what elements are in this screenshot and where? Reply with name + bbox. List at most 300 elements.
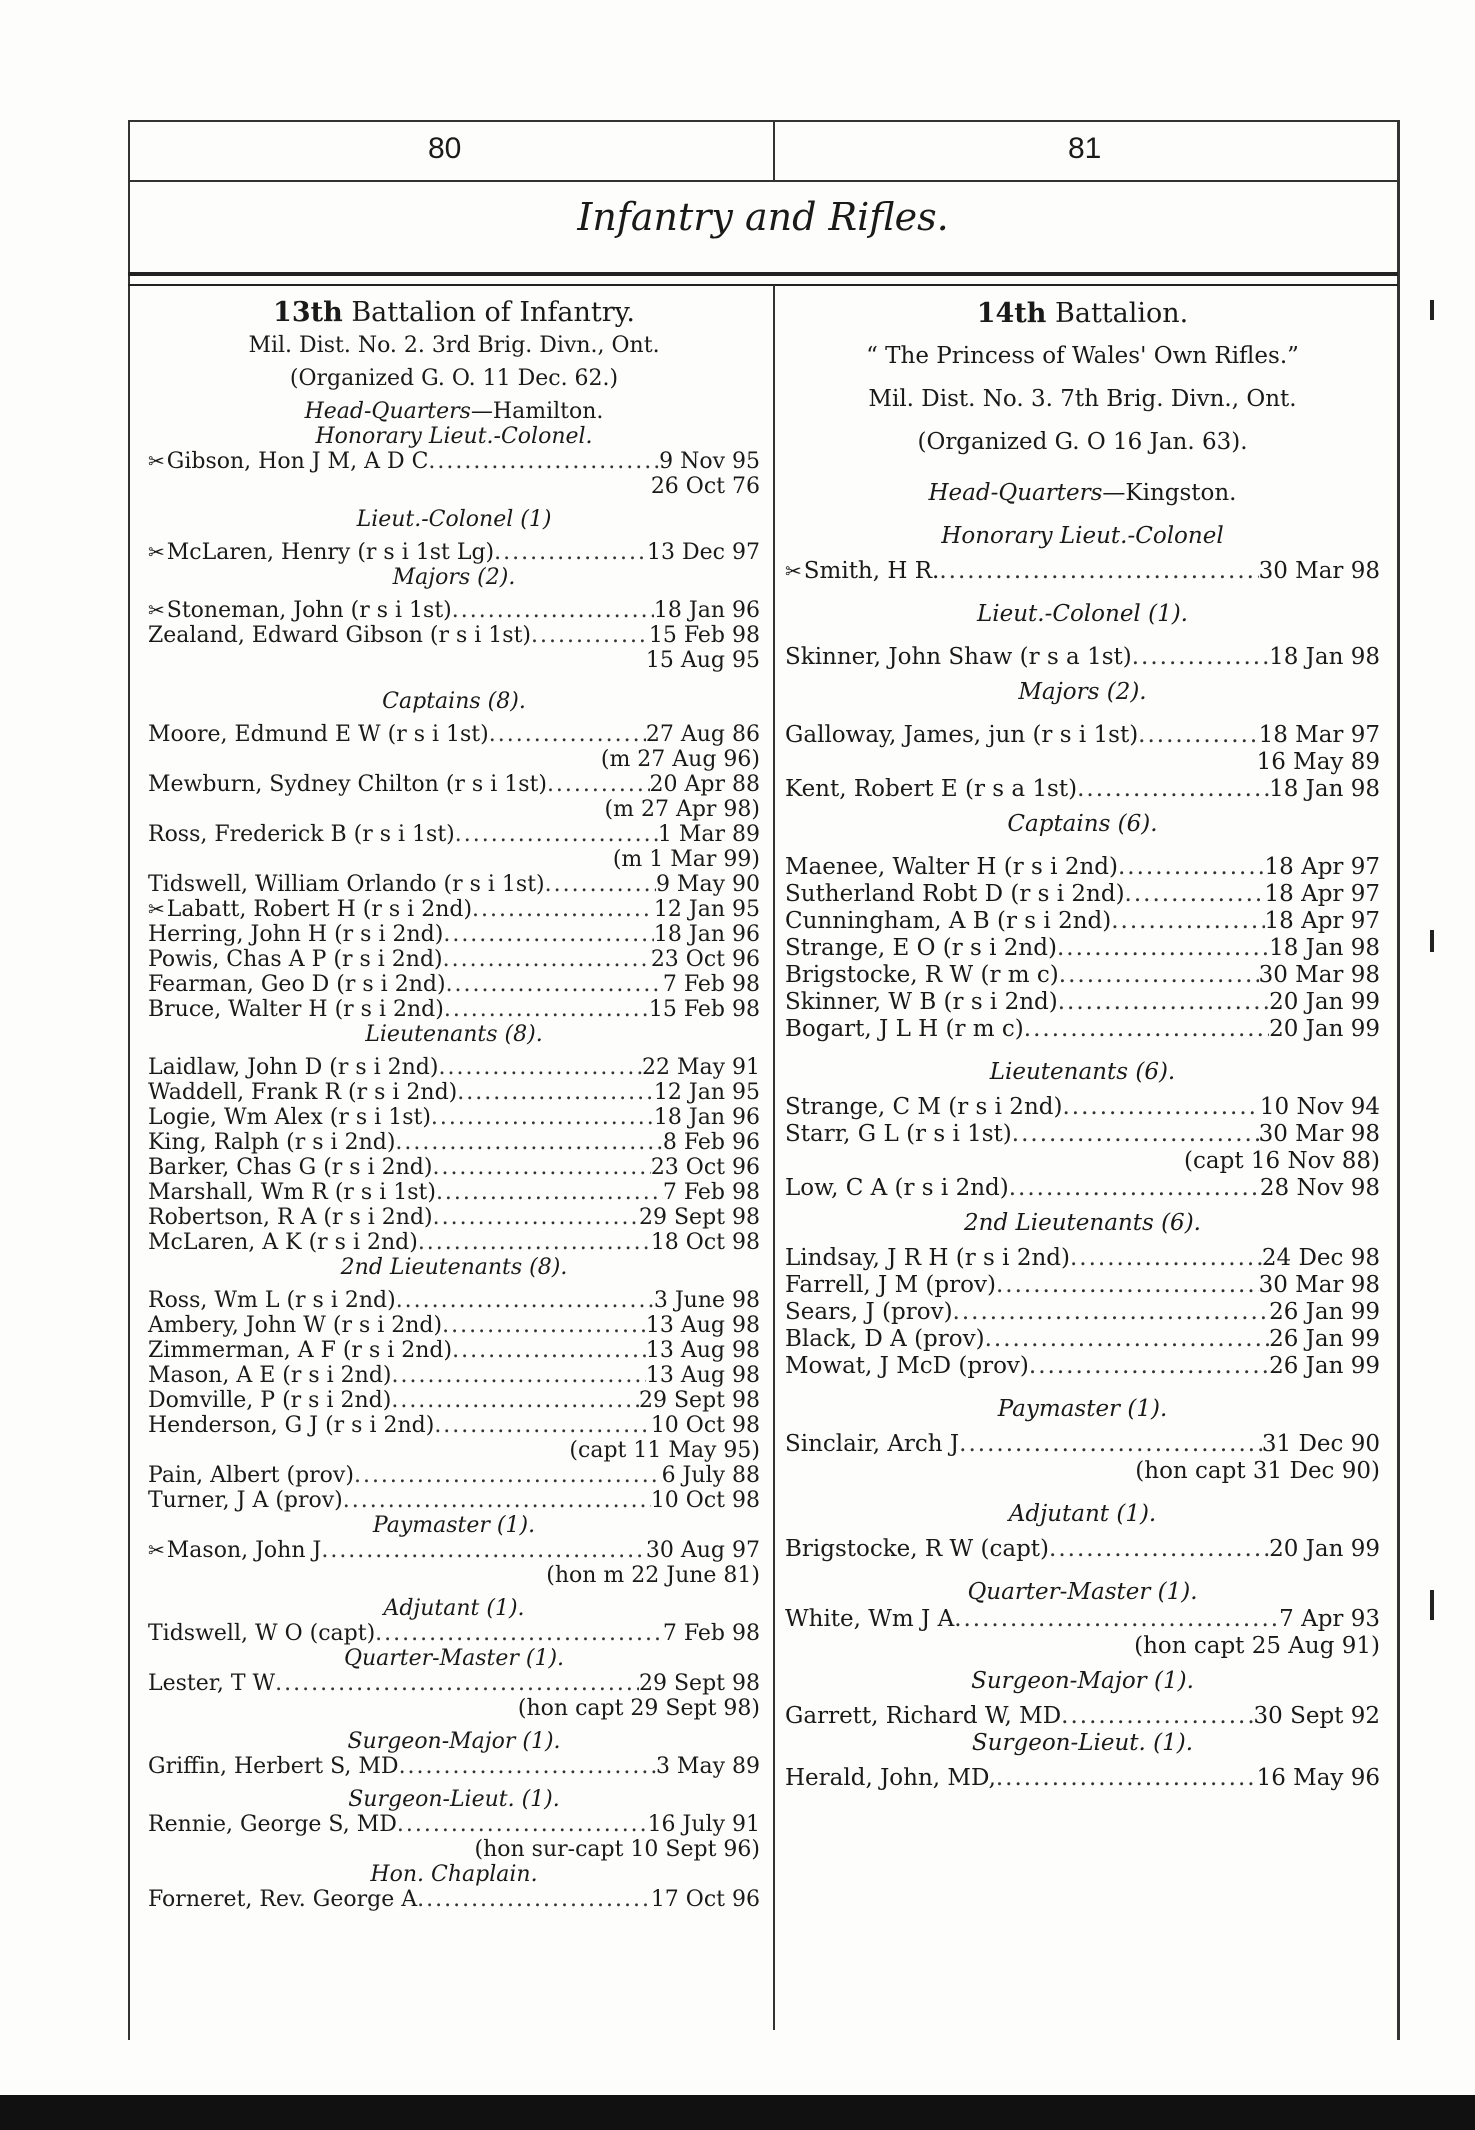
list-item [148, 1105, 760, 1130]
leader-dots [455, 822, 658, 847]
list-item [785, 1121, 1380, 1148]
entry-name [148, 1463, 354, 1488]
entry-date: 28 Nov 98 [1259, 1175, 1380, 1201]
leader-dots [391, 1388, 639, 1413]
entry-name [148, 897, 472, 922]
list-item [785, 935, 1380, 962]
entry-date: 7 Feb 98 [662, 1180, 760, 1205]
entry-name [785, 1326, 985, 1353]
scissors-icon: ✂ [148, 598, 165, 622]
entry-date: 30 Mar 98 [1258, 962, 1380, 988]
entry-date: 30 Mar 98 [1258, 1121, 1380, 1147]
entry-date: 30 Mar 98 [1258, 558, 1380, 584]
leader-dots [354, 1463, 662, 1488]
entry-name [148, 1671, 275, 1696]
leader-dots [321, 1538, 646, 1563]
entry-name [148, 1363, 392, 1388]
entry-name-text: Black, D A (prov) [785, 1326, 985, 1352]
entry-date: 23 Oct 96 [650, 947, 760, 972]
section-heading: Lieut.-Colonel (1). [976, 601, 1188, 627]
leader-dots [434, 1413, 651, 1438]
entry-name [148, 1887, 417, 1912]
entry-name-text: Moore, Edmund E W (r s i 1st) [148, 722, 489, 747]
leader-dots [431, 1105, 654, 1130]
list-item [785, 776, 1380, 803]
entry-date: 7 Apr 93 [1279, 1606, 1380, 1632]
list-item [148, 1288, 760, 1313]
leader-dots [1012, 1121, 1259, 1148]
entry-name [148, 1155, 432, 1180]
leader-dots [996, 1272, 1259, 1299]
list-item [785, 962, 1380, 989]
list-item [148, 897, 760, 922]
scan-edge-mark [1430, 300, 1434, 320]
list-item [785, 1299, 1380, 1326]
entry-name-text: Turner, J A (prov) [148, 1488, 343, 1513]
entry-name-text: Labatt, Robert H (r s i 2nd) [166, 897, 473, 922]
entry-name [148, 1413, 434, 1438]
entry-date: 18 Jan 96 [653, 598, 760, 623]
entry-name-text: Skinner, W B (r s i 2nd) [785, 989, 1058, 1015]
entry-sub: (hon m 22 June 81) [546, 1563, 760, 1588]
entry-name-text: Smith, H R. [803, 558, 940, 584]
entry-date: 18 Oct 98 [650, 1230, 760, 1255]
entry-date: 6 July 88 [661, 1463, 760, 1488]
entry-name-text: Herring, John H (r s i 2nd) [148, 922, 444, 947]
entry-name [785, 962, 1059, 989]
entry-name [148, 1205, 433, 1230]
list-item [148, 947, 760, 972]
list-item [148, 872, 760, 897]
entry-name [785, 644, 1132, 671]
entry-sub: (m 27 Apr 98) [604, 797, 760, 822]
list-item [148, 997, 760, 1022]
entry-date: 3 May 89 [655, 1754, 760, 1779]
list-item [148, 1313, 760, 1338]
entry-sub: 15 Aug 95 [645, 648, 760, 673]
entry-date: 13 Dec 97 [647, 540, 760, 565]
leader-dots [953, 1299, 1270, 1326]
entry-name-text: Griffin, Herbert S, MD [148, 1754, 399, 1779]
entry-date: 26 Jan 99 [1269, 1353, 1380, 1379]
entry-date: 18 Jan 96 [653, 922, 760, 947]
entry-name [148, 972, 446, 997]
entry-date: 12 Jan 95 [653, 1080, 760, 1105]
leader-dots [428, 449, 659, 474]
list-item [148, 1338, 760, 1363]
entry-date: 10 Oct 98 [650, 1488, 760, 1513]
entry-sub: (hon capt 29 Sept 98) [517, 1696, 760, 1721]
entry-name [148, 1180, 436, 1205]
leader-dots [1059, 962, 1259, 989]
list-item [148, 1080, 760, 1105]
entry-name-text: Mewburn, Sydney Chilton (r s i 1st) [148, 772, 547, 797]
list-item [148, 972, 760, 997]
section-heading: Honorary Lieut.-Colonel [941, 523, 1224, 549]
entry-date: 16 July 91 [647, 1812, 760, 1837]
section-heading: Paymaster (1). [997, 1396, 1168, 1422]
entry-date: 20 Jan 99 [1269, 1016, 1380, 1042]
entry-date: 13 Aug 98 [645, 1338, 760, 1363]
entry-name-text: Farrell, J M (prov) [785, 1272, 996, 1298]
leader-dots [1057, 935, 1269, 962]
list-item [785, 1016, 1380, 1043]
page-number-right: 81 [1068, 132, 1102, 165]
entry-date: 30 Sept 92 [1253, 1703, 1380, 1729]
section-title: Infantry and Rifles. [577, 195, 949, 239]
entry-name [785, 881, 1125, 908]
entry-name-text: Strange, C M (r s i 2nd) [785, 1094, 1063, 1120]
entry-name-text: Herald, John, MD, [785, 1765, 996, 1791]
section-heading: 2nd Lieutenants (8). [340, 1255, 568, 1280]
list-item [148, 1388, 760, 1413]
entry-name-text: Lindsay, J R H (r s i 2nd) [785, 1245, 1070, 1271]
leader-dots [1049, 1536, 1269, 1563]
section-heading: Surgeon-Lieut. (1). [971, 1730, 1194, 1756]
leader-dots [375, 1621, 663, 1646]
entry-date: 18 Jan 98 [1269, 935, 1380, 961]
entry-name-text: McLaren, A K (r s i 2nd) [148, 1230, 418, 1255]
entry-name-text: Starr, G L (r s i 1st) [785, 1121, 1012, 1147]
list-item [148, 1055, 760, 1080]
leader-dots [985, 1326, 1270, 1353]
entry-name-text: Sinclair, Arch J [785, 1431, 960, 1457]
entry-name-text: Skinner, John Shaw (r s a 1st) [785, 644, 1132, 670]
entry-name [148, 1538, 321, 1563]
section-heading: Lieut.-Colonel (1) [356, 507, 552, 532]
section-heading: Adjutant (1). [1008, 1501, 1157, 1527]
list-item [785, 558, 1380, 585]
scan-bottom-edge [0, 2095, 1475, 2130]
entry-name [148, 1130, 395, 1155]
entry-name-text: Henderson, G J (r s i 2nd) [148, 1413, 435, 1438]
leader-dots [417, 1887, 651, 1912]
entry-date: 31 Dec 90 [1261, 1431, 1380, 1457]
leader-dots [432, 1155, 650, 1180]
list-item [785, 1326, 1380, 1353]
section-heading: Captains (6). [1007, 811, 1158, 837]
entry-name [148, 872, 545, 897]
entry-name-text: Galloway, James, jun (r s i 1st) [785, 722, 1139, 748]
entry-name [148, 623, 531, 648]
entry-name-text: Tidswell, W O (capt) [148, 1621, 376, 1646]
leader-dots [444, 997, 649, 1022]
list-item [785, 908, 1380, 935]
entry-name [148, 1812, 397, 1837]
entry-date: 1 Mar 89 [657, 822, 760, 847]
page-number-bar [128, 122, 1398, 182]
entry-name [148, 772, 547, 797]
entry-sub: (capt 16 Nov 88) [1184, 1148, 1380, 1174]
section-heading: Quarter-Master (1). [343, 1646, 565, 1671]
list-item [148, 449, 760, 474]
entry-name-text: Domville, P (r s i 2nd) [148, 1388, 392, 1413]
entry-date: 10 Nov 94 [1259, 1094, 1380, 1120]
section-heading: Honorary Lieut.-Colonel. [315, 424, 593, 449]
entry-name [785, 1016, 1024, 1043]
entry-name [148, 1754, 399, 1779]
organized: (Organized G. O. 11 Dec. 62.) [289, 366, 619, 391]
entry-date: 26 Jan 99 [1269, 1299, 1380, 1325]
entry-name-text: Fearman, Geo D (r s i 2nd) [148, 972, 446, 997]
leader-dots [443, 922, 654, 947]
list-item [785, 1765, 1380, 1792]
entry-date: 29 Sept 98 [639, 1671, 760, 1696]
leader-dots [452, 1338, 646, 1363]
list-item [785, 1431, 1380, 1458]
entry-name-text: White, Wm J A [785, 1606, 955, 1632]
leader-dots [397, 1812, 648, 1837]
entry-date: 26 Jan 99 [1269, 1326, 1380, 1352]
section-heading: Paymaster (1). [372, 1513, 536, 1538]
section-heading: Surgeon-Lieut. (1). [348, 1787, 560, 1812]
section-heading: Surgeon-Major (1). [971, 1668, 1194, 1694]
leader-dots [395, 1130, 662, 1155]
entry-name-text: Zealand, Edward Gibson (r s i 1st) [148, 623, 532, 648]
entry-name [785, 1175, 1009, 1202]
leader-dots [1062, 1094, 1259, 1121]
leader-dots [472, 897, 654, 922]
entry-name [148, 1488, 343, 1513]
section-heading: Quarter-Master (1). [967, 1579, 1198, 1605]
leader-dots [959, 1431, 1262, 1458]
entry-date: 27 Aug 86 [645, 722, 760, 747]
list-item [148, 1155, 760, 1180]
entry-date: 13 Aug 98 [645, 1363, 760, 1388]
leader-dots [939, 558, 1258, 585]
list-item [148, 1463, 760, 1488]
leader-dots [399, 1754, 656, 1779]
list-item [148, 822, 760, 847]
entry-name-text: Mason, John J [166, 1538, 322, 1563]
entry-name-text: Sutherland Robt D (r s i 2nd) [785, 881, 1125, 907]
leader-dots [392, 1363, 646, 1388]
leader-dots [443, 947, 651, 972]
entry-name-text: Rennie, George S, MD [148, 1812, 397, 1837]
entry-name-text: Logie, Wm Alex (r s i 1st) [148, 1105, 431, 1130]
entry-name-text: Maenee, Walter H (r s i 2nd) [785, 854, 1118, 880]
leader-dots [1024, 1016, 1269, 1043]
entry-name [148, 722, 489, 747]
leader-dots [996, 1765, 1257, 1792]
list-item [785, 644, 1380, 671]
entry-name-text: Gibson, Hon J M, A D C [166, 449, 429, 474]
entry-name [148, 598, 452, 623]
entry-name-text: Laidlaw, John D (r s i 2nd) [148, 1055, 439, 1080]
leader-dots [1118, 854, 1265, 881]
list-item [148, 623, 760, 648]
entry-name [148, 1230, 418, 1255]
section-heading: Lieutenants (8). [365, 1022, 543, 1047]
entry-name [148, 1621, 375, 1646]
entry-name-text: Strange, E O (r s i 2nd) [785, 935, 1057, 961]
entry-name [785, 989, 1058, 1016]
list-item [785, 1272, 1380, 1299]
entry-sub: (hon capt 31 Dec 90) [1135, 1458, 1380, 1484]
list-item [148, 1887, 760, 1912]
list-item [785, 1536, 1380, 1563]
entry-name [785, 722, 1138, 749]
entry-name-text: Ross, Frederick B (r s i 1st) [148, 822, 455, 847]
entry-name [785, 854, 1118, 881]
list-item [148, 922, 760, 947]
entry-name [148, 997, 444, 1022]
entry-date: 18 Apr 97 [1264, 908, 1380, 934]
entry-name-text: Powis, Chas A P (r s i 2nd) [148, 947, 443, 972]
section-heading: Captains (8). [382, 689, 526, 714]
entry-date: 10 Oct 98 [650, 1413, 760, 1438]
list-item [148, 1812, 760, 1837]
leader-dots [531, 623, 649, 648]
entry-name-text: McLaren, Henry (r s i 1st Lg) [166, 540, 495, 565]
leader-dots [1009, 1175, 1260, 1202]
list-item [148, 772, 760, 797]
entry-name-text: Low, C A (r s i 2nd) [785, 1175, 1009, 1201]
entry-date: 24 Dec 98 [1261, 1245, 1380, 1271]
leader-dots [275, 1671, 639, 1696]
list-item [148, 1363, 760, 1388]
entry-date: 15 Feb 98 [648, 623, 760, 648]
leader-dots [396, 1288, 654, 1313]
section-heading: Adjutant (1). [383, 1596, 525, 1621]
leader-dots [1061, 1703, 1253, 1730]
entry-name-text: Sears, J (prov) [785, 1299, 953, 1325]
entry-name [785, 1606, 954, 1633]
entry-name [148, 1388, 391, 1413]
section-heading: Majors (2). [392, 565, 516, 590]
entry-name [785, 1536, 1049, 1563]
leader-dots [457, 1080, 654, 1105]
entry-name [148, 1080, 457, 1105]
entry-date: 22 May 91 [641, 1055, 760, 1080]
entry-date: 8 Feb 96 [662, 1130, 760, 1155]
entry-name [785, 1121, 1012, 1148]
list-item [785, 1175, 1380, 1202]
organized: (Organized G. O 16 Jan. 63). [917, 429, 1248, 455]
entry-name [148, 540, 494, 565]
column-divider [773, 285, 775, 2030]
list-item [785, 1245, 1380, 1272]
entry-name-text: Barker, Chas G (r s i 2nd) [148, 1155, 433, 1180]
leader-dots [446, 972, 663, 997]
leader-dots [494, 540, 647, 565]
entry-name-text: Lester, T W [148, 1671, 276, 1696]
leader-dots [1058, 989, 1269, 1016]
entry-name-text: Kent, Robert E (r s a 1st) [785, 776, 1078, 802]
entry-date: 23 Oct 96 [650, 1155, 760, 1180]
page-number-left: 80 [428, 132, 462, 165]
entry-date: 18 Jan 98 [1269, 644, 1380, 670]
leader-dots [545, 872, 656, 897]
leader-dots [1138, 722, 1258, 749]
list-item [785, 881, 1380, 908]
entry-name-text: Bogart, J L H (r m c) [785, 1016, 1024, 1042]
district: Mil. Dist. No. 3. 7th Brig. Divn., Ont. [868, 386, 1297, 412]
entry-name-text: Marshall, Wm R (r s i 1st) [148, 1180, 436, 1205]
scissors-icon: ✂ [148, 449, 165, 473]
entry-date: 20 Jan 99 [1269, 989, 1380, 1015]
entry-name [148, 947, 443, 972]
entry-name-text: Zimmerman, A F (r s i 2nd) [148, 1338, 453, 1363]
leader-dots [1132, 644, 1269, 671]
leader-dots [1111, 908, 1264, 935]
entry-name-text: Brigstocke, R W (capt) [785, 1536, 1050, 1562]
entry-sub: (capt 11 May 95) [569, 1438, 760, 1463]
list-item [785, 1353, 1380, 1380]
list-item [148, 1180, 760, 1205]
entry-name-text: Tidswell, William Orlando (r s i 1st) [148, 872, 545, 897]
list-item [148, 540, 760, 565]
entry-name [148, 449, 428, 474]
entry-date: 7 Feb 98 [662, 972, 760, 997]
entry-sub: 16 May 89 [1256, 749, 1380, 775]
list-item [148, 1130, 760, 1155]
list-item [148, 1671, 760, 1696]
entry-date: 12 Jan 95 [653, 897, 760, 922]
entry-name-text: Stoneman, John (r s i 1st) [166, 598, 452, 623]
section-heading: Lieutenants (6). [989, 1059, 1176, 1085]
scissors-icon: ✂ [148, 1538, 165, 1562]
entry-name [148, 922, 443, 947]
entry-date: 17 Oct 96 [650, 1887, 760, 1912]
list-item [148, 598, 760, 623]
entry-name-text: Brigstocke, R W (r m c) [785, 962, 1059, 988]
entry-name [785, 1094, 1062, 1121]
entry-name [148, 1338, 452, 1363]
entry-name-text: Garrett, Richard W, MD [785, 1703, 1062, 1729]
entry-name [785, 1765, 996, 1792]
list-item [785, 989, 1380, 1016]
leader-dots [442, 1313, 646, 1338]
entry-name [148, 1288, 396, 1313]
list-item [148, 722, 760, 747]
battalion-title: 13th Battalion of Infantry. [273, 297, 635, 328]
battalion-title: 14th Battalion. [976, 298, 1189, 329]
scissors-icon: ✂ [148, 897, 165, 921]
list-item [785, 1703, 1380, 1730]
entry-date: 18 Apr 97 [1264, 881, 1380, 907]
list-item [148, 1488, 760, 1513]
entry-date: 29 Sept 98 [639, 1205, 760, 1230]
entry-date: 7 Feb 98 [662, 1621, 760, 1646]
right-column-14th-battalion [785, 300, 1380, 1792]
double-rule [128, 272, 1398, 286]
headquarters: Head-Quarters—Hamilton. [304, 399, 604, 424]
entry-name-text: Forneret, Rev. George A [148, 1887, 418, 1912]
leader-dots [452, 598, 654, 623]
entry-name-text: Bruce, Walter H (r s i 2nd) [148, 997, 444, 1022]
list-item [148, 1754, 760, 1779]
district: Mil. Dist. No. 2. 3rd Brig. Divn., Ont. [248, 333, 660, 358]
entry-name-text: Waddell, Frank R (r s i 2nd) [148, 1080, 458, 1105]
entry-name-text: King, Ralph (r s i 2nd) [148, 1130, 396, 1155]
leader-dots [438, 1055, 641, 1080]
section-heading: Surgeon-Major (1). [347, 1729, 561, 1754]
leader-dots [418, 1230, 651, 1255]
entry-date: 20 Jan 99 [1269, 1536, 1380, 1562]
list-item [148, 1205, 760, 1230]
entry-name-text: Robertson, R A (r s i 2nd) [148, 1205, 433, 1230]
entry-name-text: Pain, Albert (prov) [148, 1463, 354, 1488]
entry-sub: (hon capt 25 Aug 91) [1134, 1633, 1380, 1659]
leader-dots [1070, 1245, 1262, 1272]
entry-date: 15 Feb 98 [648, 997, 760, 1022]
entry-name [148, 1105, 431, 1130]
list-item [785, 1606, 1380, 1633]
entry-date: 13 Aug 98 [645, 1313, 760, 1338]
leader-dots [547, 772, 650, 797]
leader-dots [489, 722, 646, 747]
